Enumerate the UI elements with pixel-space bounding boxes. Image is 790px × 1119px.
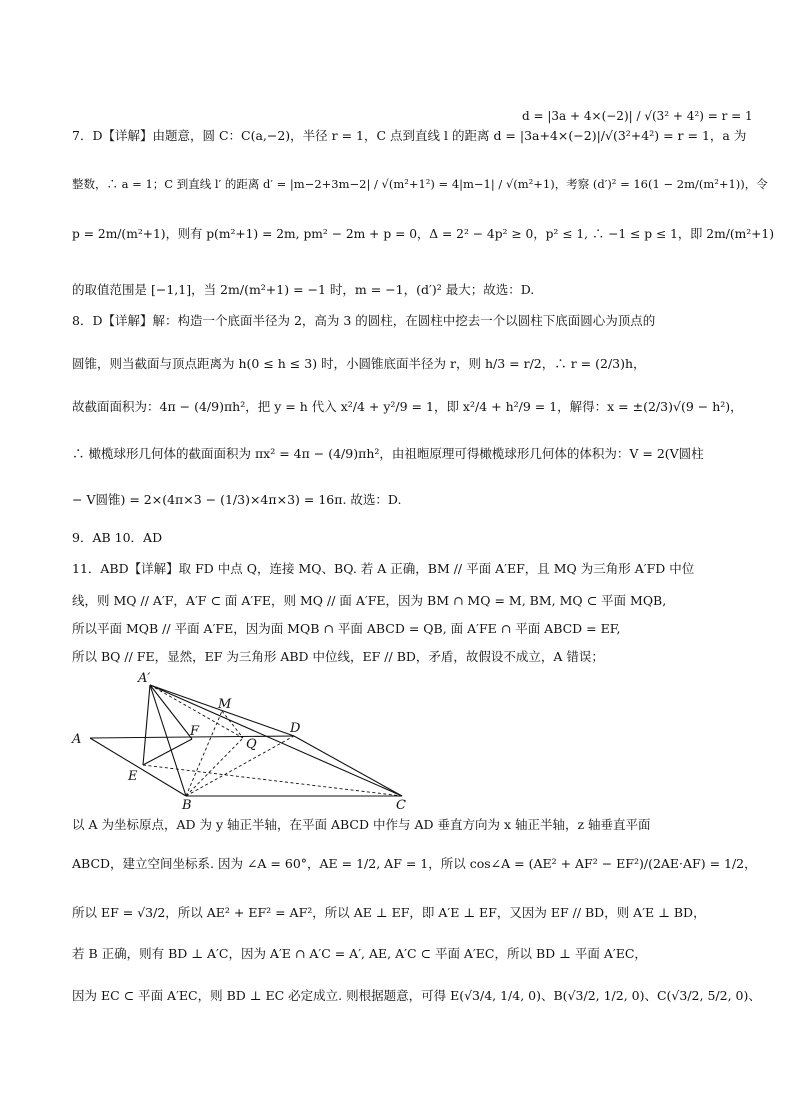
line-10: − V圆锥) = 2×(4π×3 − (1/3)×4π×3) = 16π. 故选：D. [72,492,402,507]
geometry-figure [68,668,428,810]
line-16: 以 A 为坐标原点，AD 为 y 轴正半轴，在平面 ABCD 中作与 AD 垂直方向为 x 轴正半轴，z 轴垂直平面 [72,817,651,832]
edge-B-D [186,736,294,796]
line-3: 整数，∴ a = 1；C 到直线 l′ 的距离 d′ = |m−2+3m−2| / √(m²+1²) = 4|m−1| / √(m²+1)，考察 (d′)² = 16(1 − 2m/(m²+1))，令 [72,177,768,191]
line-17: ABCD，建立空间坐标系. 因为 ∠A = 60°，AE = 1/2, AF = 1，所以 cos∠A = (AE² + AF² − EF²)/(2AE·AF) = 1/2， [72,856,757,871]
line-6: 8．D【详解】解：构造一个底面半径为 2，高为 3 的圆柱，在圆柱中挖去一个以圆柱下底面圆心为顶点的 [72,313,656,328]
label-D: D [290,721,301,736]
line-18: 所以 EF = √3/2，所以 AE² + EF² = AF²，所以 AE ⊥ EF，即 A′E ⊥ EF，又因为 EF // BD，则 A′E ⊥ BD， [72,905,706,920]
edge-Ap-B [150,685,186,796]
line-1: d = |3a + 4×(−2)| / √(3² + 4²) = r = 1 [522,109,753,123]
edge-E-F [143,739,192,765]
edge-E-C [143,765,402,796]
line-19: 若 B 正确，则有 BD ⊥ A′C，因为 A′E ∩ A′C = A′, AE, A′C ⊂ 平面 A′EC，所以 BD ⊥ 平面 A′EC， [72,946,647,961]
label-A-prime: A′ [138,671,151,686]
label-F: F [190,724,200,739]
edge-B-Q [186,738,243,796]
line-20: 因为 EC ⊂ 平面 A′EC，则 BD ⊥ EC 必定成立. 则根据题意，可得 E(√3/4, 1/4, 0)、B(√3/2, 1/2, 0)、C(√3/2, 5/2, 0)、 [72,988,761,1003]
line-7: 圆锥，则当截面与顶点距离为 h(0 ≤ h ≤ 3) 时，小圆锥底面半径为 r，则 h/3 = r/2，∴ r = (2/3)h， [72,356,646,371]
label-Q: Q [246,737,257,752]
line-4: p = 2m/(m²+1)，则有 p(m²+1) = 2m, pm² − 2m + p = 0，Δ = 2² − 4p² ≥ 0，p² ≤ 1, ∴ −1 ≤ p ≤ 1，即 2m/(m²+1) [72,227,774,241]
line-9: ∴ 橄榄球形几何体的截面面积为 πx² = 4π − (4/9)πh²，由祖暅原理可得橄榄球形几何体的体积为：V = 2(V圆柱 [72,446,704,461]
edge-A-B [90,738,186,796]
line-14: 所以平面 MQB // 平面 A′FE，因为面 MQB ∩ 平面 ABCD = QB, 面 A′FE ∩ 平面 ABCD = EF, [72,621,621,636]
label-C: C [396,798,406,810]
label-E: E [128,769,138,784]
line-12: 11．ABD【详解】取 FD 中点 Q，连接 MQ、BQ. 若 A 正确，BM // 平面 A′EF，且 MQ 为三角形 A′FD 中位 [72,561,695,576]
label-A: A [72,732,82,747]
label-B: B [182,798,192,810]
line-11: 9．AB 10．AD [72,530,163,545]
line-13: 线，则 MQ // A′F，A′F ⊂ 面 A′FE，则 MQ // 面 A′FE，因为 BM ∩ MQ = M, BM, MQ ⊂ 平面 MQB, [72,593,667,608]
edge-Ap-E [143,685,150,765]
label-M: M [218,697,232,712]
line-8: 故截面面积为：4π − (4/9)πh²，把 y = h 代入 x²/4 + y²/9 = 1，即 x²/4 + h²/9 = 1，解得：x = ±(2/3)√(9 − h²)， [72,399,743,414]
line-15: 所以 BQ // FE，显然，EF 为三角形 ABD 中位线，EF // BD，矛盾，故假设不成立，A 错误； [72,649,604,664]
line-2: 7．D【详解】由题意，圆 C：C(a,−2)，半径 r = 1，C 点到直线 l 的距离 d = |3a+4×(−2)|/√(3²+4²) = r = 1，a 为 [72,128,747,143]
edge-D-C [294,736,402,796]
edge-Ap-F [150,685,192,739]
edge-Ap-C [150,685,402,796]
line-5: 的取值范围是 [−1,1]，当 2m/(m²+1) = −1 时，m = −1，(d′)² 最大；故选：D. [72,282,535,297]
